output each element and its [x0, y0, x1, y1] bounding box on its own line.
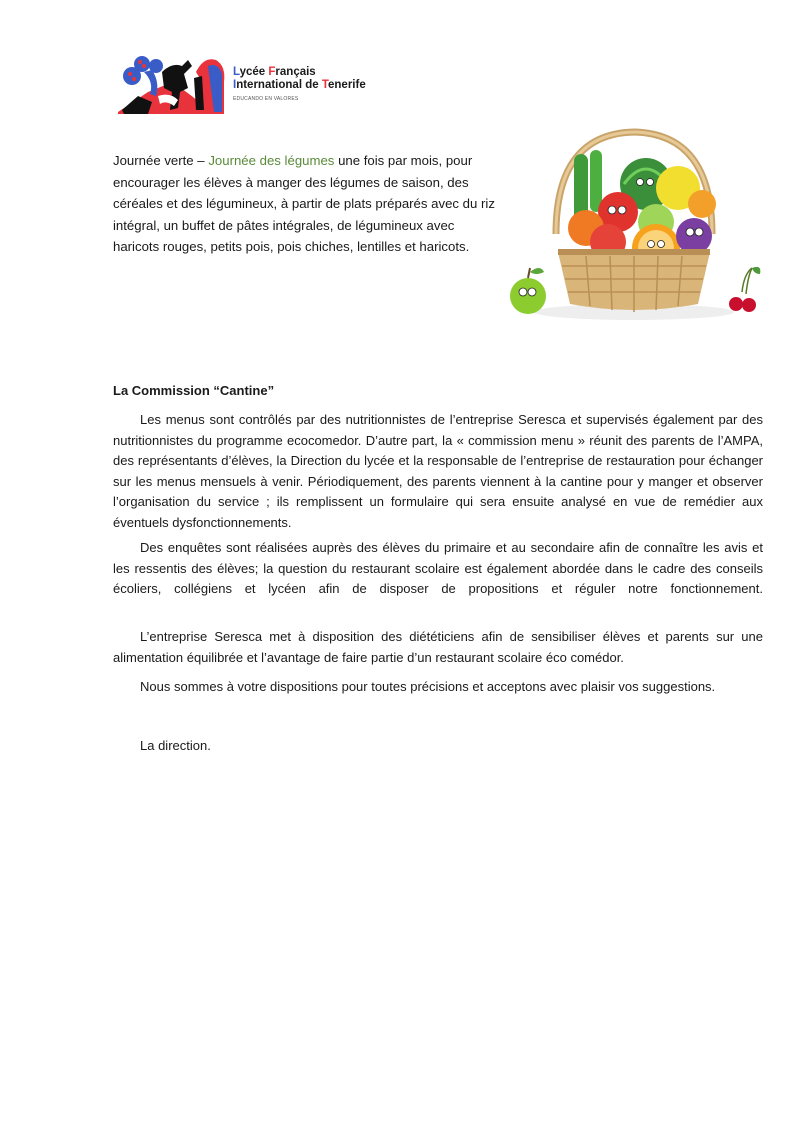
school-logo — [118, 52, 368, 118]
intro-paragraph — [113, 150, 503, 258]
paragraph-commission: Les menus sont contrôlés par des nutritionnistes de l’entreprise Seresca et supervisés également par des nutritionnistes du programme ecocomedor. D’autre part, la « commission menu » réunit des parents de l’AMPA, des représentants d’élèves, la Direction du lycée et la responsable de l’entreprise de restauration pour échanger sur les menus mensuels à venir. Périodiquement, des parents viennent à la cantine pour y manger et observer l’organisation du service ; ils remplissent un formulaire qui sera ensuite analysé en vue de remédier aux éventuels dysfonctionnements. — [113, 412, 763, 530]
paragraph-closing: Nous sommes à votre dispositions pour toutes précisions et acceptons avec plaisir vos suggestions. — [140, 679, 716, 694]
signature: La direction. — [140, 738, 211, 753]
paragraph-dieticians: L’entreprise Seresca met à disposition des diététiciens afin de sensibiliser élèves et parents sur une alimentation équilibrée et l’avantage de faire partie d’un restaurant scolaire éco comédor. — [113, 629, 763, 665]
fruit-basket-icon — [506, 124, 762, 326]
logo-emblem-icon — [118, 52, 230, 116]
intro-rest: une fois par mois, pour encourager les élèves à manger des légumes de saison, des céréales et des légumineux, à partir de plats préparés avec du riz intégral, un buffet de pâtes intégrales, de légumineux avec haricots rouges, petits pois, pois chiches, lentilles et haricots. — [113, 153, 495, 254]
section-heading: La Commission “Cantine” — [113, 383, 275, 398]
school-tagline: EDUCANDO EN VALORES — [233, 96, 299, 102]
intro-highlight: Journée des légumes — [208, 153, 335, 168]
paragraph-surveys: Des enquêtes sont réalisées auprès des élèves du primaire et au secondaire afin de connaître les avis et les ressentis des élèves; la question du restaurant scolaire est également abordée dans le cadre des conseils écoliers, collégiens et lycéen afin de disposer de propositions et réguler notre fonctionnement. — [113, 540, 763, 596]
intro-lead: Journée verte – — [113, 153, 209, 168]
school-name: Lycée Français International de Tenerife — [233, 66, 366, 91]
